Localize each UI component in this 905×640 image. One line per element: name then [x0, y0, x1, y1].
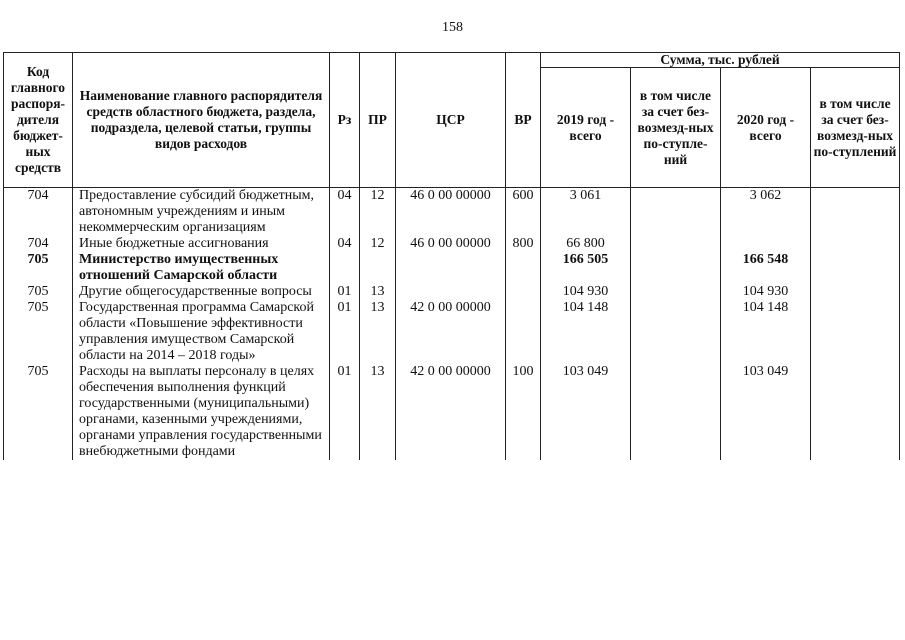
cell-code: 705: [4, 300, 73, 364]
cell-2020-total: 3 062: [721, 188, 811, 237]
cell-pr: 13: [360, 284, 396, 300]
cell-rz: 01: [330, 364, 360, 460]
cell-code: 705: [4, 364, 73, 460]
cell-2020-free: [811, 364, 900, 460]
cell-csr: [396, 252, 506, 284]
cell-2020-free: [811, 300, 900, 364]
header-2019-free: в том числе за счет без-возмезд-ных по-ступле-ний: [631, 68, 721, 188]
cell-2020-free: [811, 236, 900, 252]
header-2020-total: 2020 год - всего: [721, 68, 811, 188]
cell-name: Другие общегосударственные вопросы: [73, 284, 330, 300]
cell-pr: 13: [360, 364, 396, 460]
cell-rz: 01: [330, 284, 360, 300]
header-pr: ПР: [360, 53, 396, 188]
cell-vr: [506, 252, 541, 284]
table-body: [4, 188, 900, 461]
cell-vr: 100: [506, 364, 541, 460]
cell-rz: 01: [330, 300, 360, 364]
table-row: [4, 284, 900, 300]
cell-2019-total: 104 930: [541, 284, 631, 300]
cell-2019-total: 103 049: [541, 364, 631, 460]
cell-code: 705: [4, 284, 73, 300]
cell-pr: 13: [360, 300, 396, 364]
table-row: [4, 252, 900, 284]
cell-2020-total: 104 930: [721, 284, 811, 300]
header-rz: Рз: [330, 53, 360, 188]
cell-code: 704: [4, 236, 73, 252]
table-header: [4, 53, 900, 188]
header-sum-group: Сумма, тыс. рублей: [541, 53, 900, 68]
cell-2019-total: 166 505: [541, 252, 631, 284]
cell-2020-free: [811, 284, 900, 300]
cell-vr: 600: [506, 188, 541, 237]
cell-2019-total: 104 148: [541, 300, 631, 364]
cell-code: 705: [4, 252, 73, 284]
cell-2020-total: [721, 236, 811, 252]
cell-pr: 12: [360, 236, 396, 252]
cell-2019-free: [631, 188, 721, 237]
cell-vr: 800: [506, 236, 541, 252]
cell-2019-total: 3 061: [541, 188, 631, 237]
header-2019-total: 2019 год - всего: [541, 68, 631, 188]
cell-2020-free: [811, 188, 900, 237]
cell-2020-total: 166 548: [721, 252, 811, 284]
cell-2019-free: [631, 300, 721, 364]
header-csr: ЦСР: [396, 53, 506, 188]
cell-csr: 42 0 00 00000: [396, 364, 506, 460]
cell-rz: 04: [330, 236, 360, 252]
cell-2020-free: [811, 252, 900, 284]
table-row: [4, 188, 900, 237]
cell-name: Государственная программа Самарской области «Повышение эффективности управления имуществом Самарской области на 2014 – 2018 годы»: [73, 300, 330, 364]
page-number: 158: [442, 20, 463, 35]
cell-2019-free: [631, 284, 721, 300]
cell-2019-free: [631, 252, 721, 284]
header-vr: ВР: [506, 53, 541, 188]
cell-2019-free: [631, 236, 721, 252]
cell-2019-total: 66 800: [541, 236, 631, 252]
header-code: Код главного распоря-дителя бюджет-ных средств: [4, 53, 73, 188]
cell-pr: 12: [360, 188, 396, 237]
cell-csr: 46 0 00 00000: [396, 236, 506, 252]
cell-vr: [506, 300, 541, 364]
cell-2020-total: 103 049: [721, 364, 811, 460]
header-name: Наименование главного распорядителя средств областного бюджета, раздела, подраздела, целевой статьи, группы видов расходов: [73, 53, 330, 188]
cell-rz: 04: [330, 188, 360, 237]
cell-name: Расходы на выплаты персоналу в целях обеспечения выполнения функций государственными (муниципальными) органами, казенными учреждениями, органами управления государственными внебюджетными фондами: [73, 364, 330, 460]
cell-csr: 46 0 00 00000: [396, 188, 506, 237]
cell-csr: 42 0 00 00000: [396, 300, 506, 364]
cell-csr: [396, 284, 506, 300]
cell-code: 704: [4, 188, 73, 237]
cell-vr: [506, 284, 541, 300]
cell-name: Министерство имущественных отношений Самарской области: [73, 252, 330, 284]
header-2020-free: в том числе за счет без-возмезд-ных по-ступлений: [811, 68, 900, 188]
table-row: [4, 300, 900, 364]
cell-pr: [360, 252, 396, 284]
table-row: [4, 236, 900, 252]
cell-2019-free: [631, 364, 721, 460]
budget-table: [3, 52, 900, 460]
cell-name: Иные бюджетные ассигнования: [73, 236, 330, 252]
cell-2020-total: 104 148: [721, 300, 811, 364]
cell-rz: [330, 252, 360, 284]
cell-name: Предоставление субсидий бюджетным, автономным учреждениям и иным некоммерческим организациям: [73, 188, 330, 237]
table-row: [4, 364, 900, 460]
